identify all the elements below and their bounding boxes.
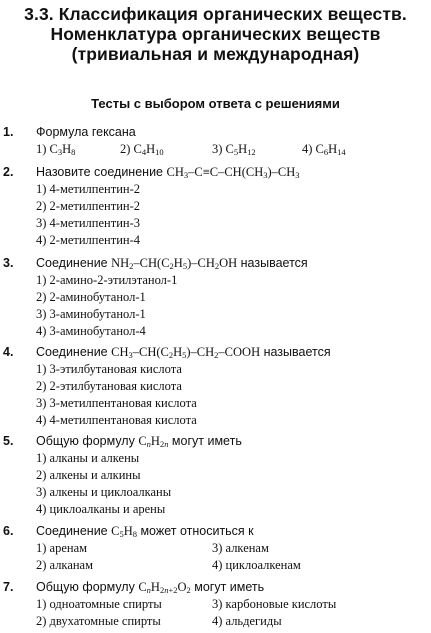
answer-option-2: 2) 2-этилбутановая кислота [36,379,182,393]
answer-option-3: 3) карбоновые кислоты [212,597,337,611]
question-number: 3. [3,256,14,270]
answer-option-4: 4) 3-аминобутанол-4 [36,324,146,338]
answer-option-1: 1) аренам [36,541,88,555]
answer-option-3: 3) 3-метилпентановая кислота [36,396,197,410]
answer-option-4: 4) 2-метилпентин-4 [36,233,140,247]
question-text: Назовите соединение $CH_3-C\equiv C-CH(CH_3)-CH_3$ [36,165,300,180]
question-number: 4. [3,345,14,359]
answer-option-2: 2) 2-метилпентин-2 [36,199,140,213]
chemical-formula: $CH_3-C\equiv C-CH(CH_3)-CH_3$ [166,165,300,180]
question-text: Соединение $C_5H_8$ может относиться к [36,524,254,539]
answer-option-1: 1) $C_3H_8$ [36,142,76,157]
answer-option-2: 2) алкены и алкины [36,468,141,482]
answer-option-3: 3) $C_5H_{12}$ [212,142,256,157]
question-text: Формула гексана [36,125,136,139]
answer-option-1: 1) 4-метилпентин-2 [36,182,140,196]
answer-option-3: 3) 3-аминобутанол-1 [36,307,146,321]
answer-option-2: 2) двухатомные спирты [36,614,161,628]
answer-option-4: 4) альдегиды [212,614,282,628]
question-text: Общую формулу $C_nH_{2n}$ могут иметь [36,434,242,449]
question-text: Соединение $NH_2-CH(C_2H_5)-CH_2OH$ называется [36,256,308,271]
question-text: Общую формулу $C_nH_{2n+2}O_2$ могут иметь [36,580,265,595]
question-number: 2. [3,165,14,179]
answer-option-1: 1) 3-этилбутановая кислота [36,362,182,376]
answer-option-2: 2) алканам [36,558,94,572]
section-title-line-1: 3.3. Классификация органических веществ. [24,4,407,24]
chemical-formula: $CH_3-CH(C_2H_5)-CH_2$–COOH [111,345,261,360]
chemical-formula: $C_5H_8$ [111,524,137,539]
answer-option-4: 4) циклоалканы и арены [36,502,166,516]
chemical-formula: $C_nH_{2n+2}O_2$ [138,580,191,595]
answer-option-2: 2) 2-аминобутанол-1 [36,290,146,304]
answer-option-3: 3) алкены и циклоалканы [36,485,172,499]
answer-option-1: 1) 2-амино-2-этилэтанол-1 [36,273,178,287]
answer-option-4: 4) циклоалкенам [212,558,301,572]
question-text: Соединение $CH_3-CH(C_2H_5)-CH_2$–COOH называется [36,345,331,360]
answer-option-4: 4) 4-метилпентановая кислота [36,413,197,427]
question-number: 6. [3,524,14,538]
tests-subtitle: Тесты с выбором ответа с решениями [91,96,340,111]
chemical-formula: $C_nH_{2n}$ [138,434,169,449]
section-title-line-3: (тривиальная и международная) [71,44,360,64]
section-title-line-2: Номенклатура органических веществ [50,24,381,44]
answer-option-1: 1) одноатомные спирты [36,597,162,611]
question-number: 1. [3,125,14,139]
answer-option-4: 4) $C_6H_{14}$ [302,142,346,157]
answer-option-3: 3) алкенам [212,541,269,555]
chemical-formula: $NH_2-CH(C_2H_5)-CH_2OH$ [111,256,238,271]
question-number: 7. [3,580,14,594]
answer-option-2: 2) $C_4H_{10}$ [120,142,164,157]
answer-option-3: 3) 4-метилпентин-3 [36,216,140,230]
answer-option-1: 1) алканы и алкены [36,451,140,465]
question-number: 5. [3,434,14,448]
